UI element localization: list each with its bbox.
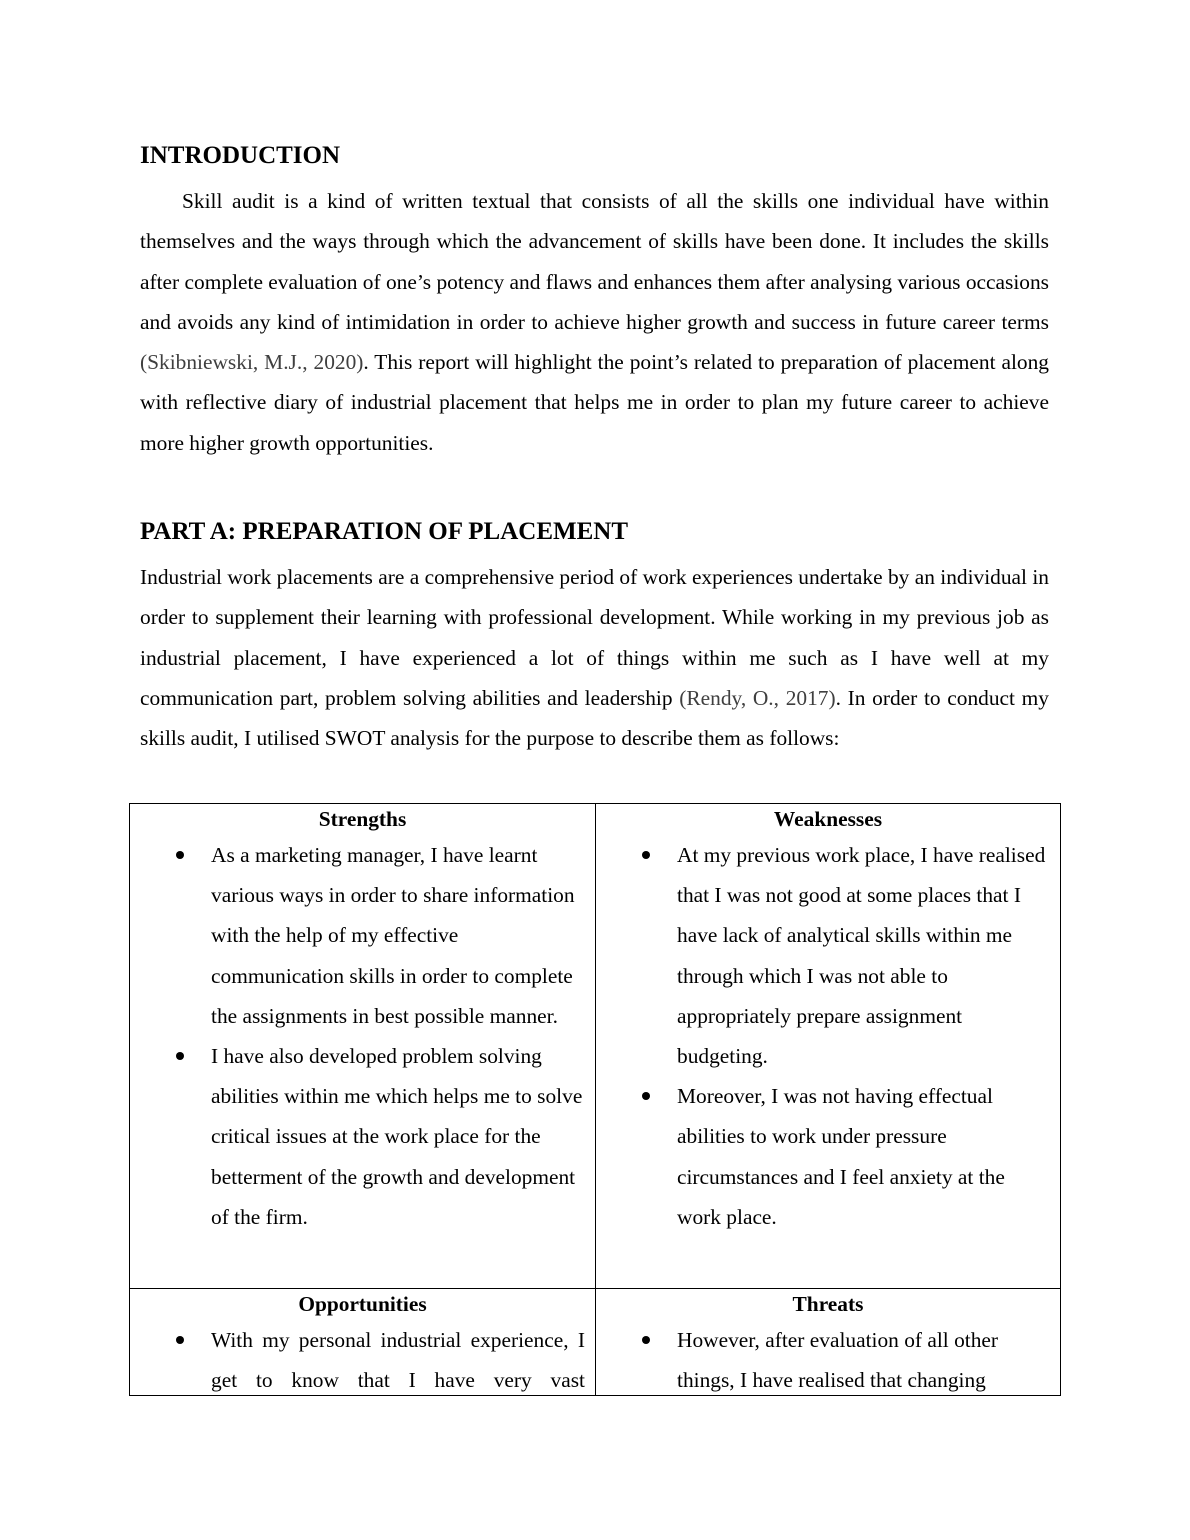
list-item-text: I have also developed problem solving abilities within me which helps me to solve critical issues at the work place for the betterment of the growth and development of the firm. — [211, 1044, 583, 1229]
part-a-text: Industrial work placements are a comprehensive period of work experiences undertake by an individual in order to supplement their learning with professional development. While working in my previous job as industrial placement, I have experienced a lot of things within me such as I have well at my communication part, problem solving abilities and leadership — [140, 565, 1049, 710]
strengths-cell — [130, 804, 596, 1289]
list-item-text: As a marketing manager, I have learnt various ways in order to share information with the help of my effective communication skills in order to complete the assignments in best possible manner. — [211, 843, 575, 1028]
bullet-icon — [642, 851, 650, 859]
strengths-title: Strengths — [318, 807, 407, 831]
opportunities-list — [130, 1320, 595, 1396]
introduction-text-end: . This report will highlight the point’s related to preparation of placement along with reflective diary of industrial placement that helps me in order to plan my future career to achieve more higher growth opportunities. — [140, 350, 1049, 455]
introduction-citation: (Skibniewski, M.J., 2020) — [140, 350, 364, 375]
bullet-icon — [176, 1052, 184, 1060]
list-item-text: At my previous work place, I have realised that I was not good at some places that I have lack of analytical skills within me through which I was not able to appropriately prepare assignment budgeting. — [677, 843, 1046, 1069]
list-item — [130, 835, 595, 1036]
threats-title: Threats — [792, 1292, 864, 1316]
bullet-icon — [642, 1092, 650, 1100]
opportunities-cell — [130, 1289, 596, 1395]
list-item — [130, 1320, 595, 1396]
threats-list — [596, 1320, 1060, 1396]
weaknesses-list — [596, 835, 1060, 1237]
strengths-list — [130, 835, 595, 1237]
introduction-paragraph — [140, 181, 1049, 463]
bullet-icon — [642, 1336, 650, 1344]
list-item — [130, 1036, 595, 1237]
introduction-heading: INTRODUCTION — [140, 142, 341, 169]
swot-table — [129, 803, 1061, 1396]
part-a-citation: (Rendy, O., 2017) — [679, 685, 836, 710]
bullet-icon — [176, 1336, 184, 1344]
list-item — [596, 1320, 1060, 1396]
weaknesses-cell — [596, 804, 1060, 1289]
part-a-heading: PART A: PREPARATION OF PLACEMENT — [140, 518, 629, 545]
bullet-icon — [176, 851, 184, 859]
list-item-text: However, after evaluation of all other things, I have realised that changing — [677, 1328, 999, 1393]
weaknesses-title: Weaknesses — [773, 807, 883, 831]
opportunities-title: Opportunities — [298, 1292, 427, 1316]
list-item — [596, 1076, 1060, 1237]
threats-cell — [596, 1289, 1060, 1395]
list-item-text: Moreover, I was not having effectual abilities to work under pressure circumstances and I feel anxiety at the work place. — [677, 1084, 1005, 1229]
part-a-text-end: . In order to conduct my skills audit, I utilised SWOT analysis for the purpose to describe them as follows: — [140, 685, 1049, 751]
part-a-paragraph — [140, 557, 1049, 758]
list-item-text: With my personal industrial experience, I get to know that I have very vast — [211, 1328, 585, 1393]
list-item — [596, 835, 1060, 1076]
introduction-text: Skill audit is a kind of written textual that consists of all the skills one individual have within themselves and the ways through which the advancement of skills have been done. It includes the skills after complete evaluation of one’s potency and flaws and enhances them after analysing various occasions and avoids any kind of intimidation in order to achieve higher growth and success in future career terms — [140, 189, 1049, 334]
